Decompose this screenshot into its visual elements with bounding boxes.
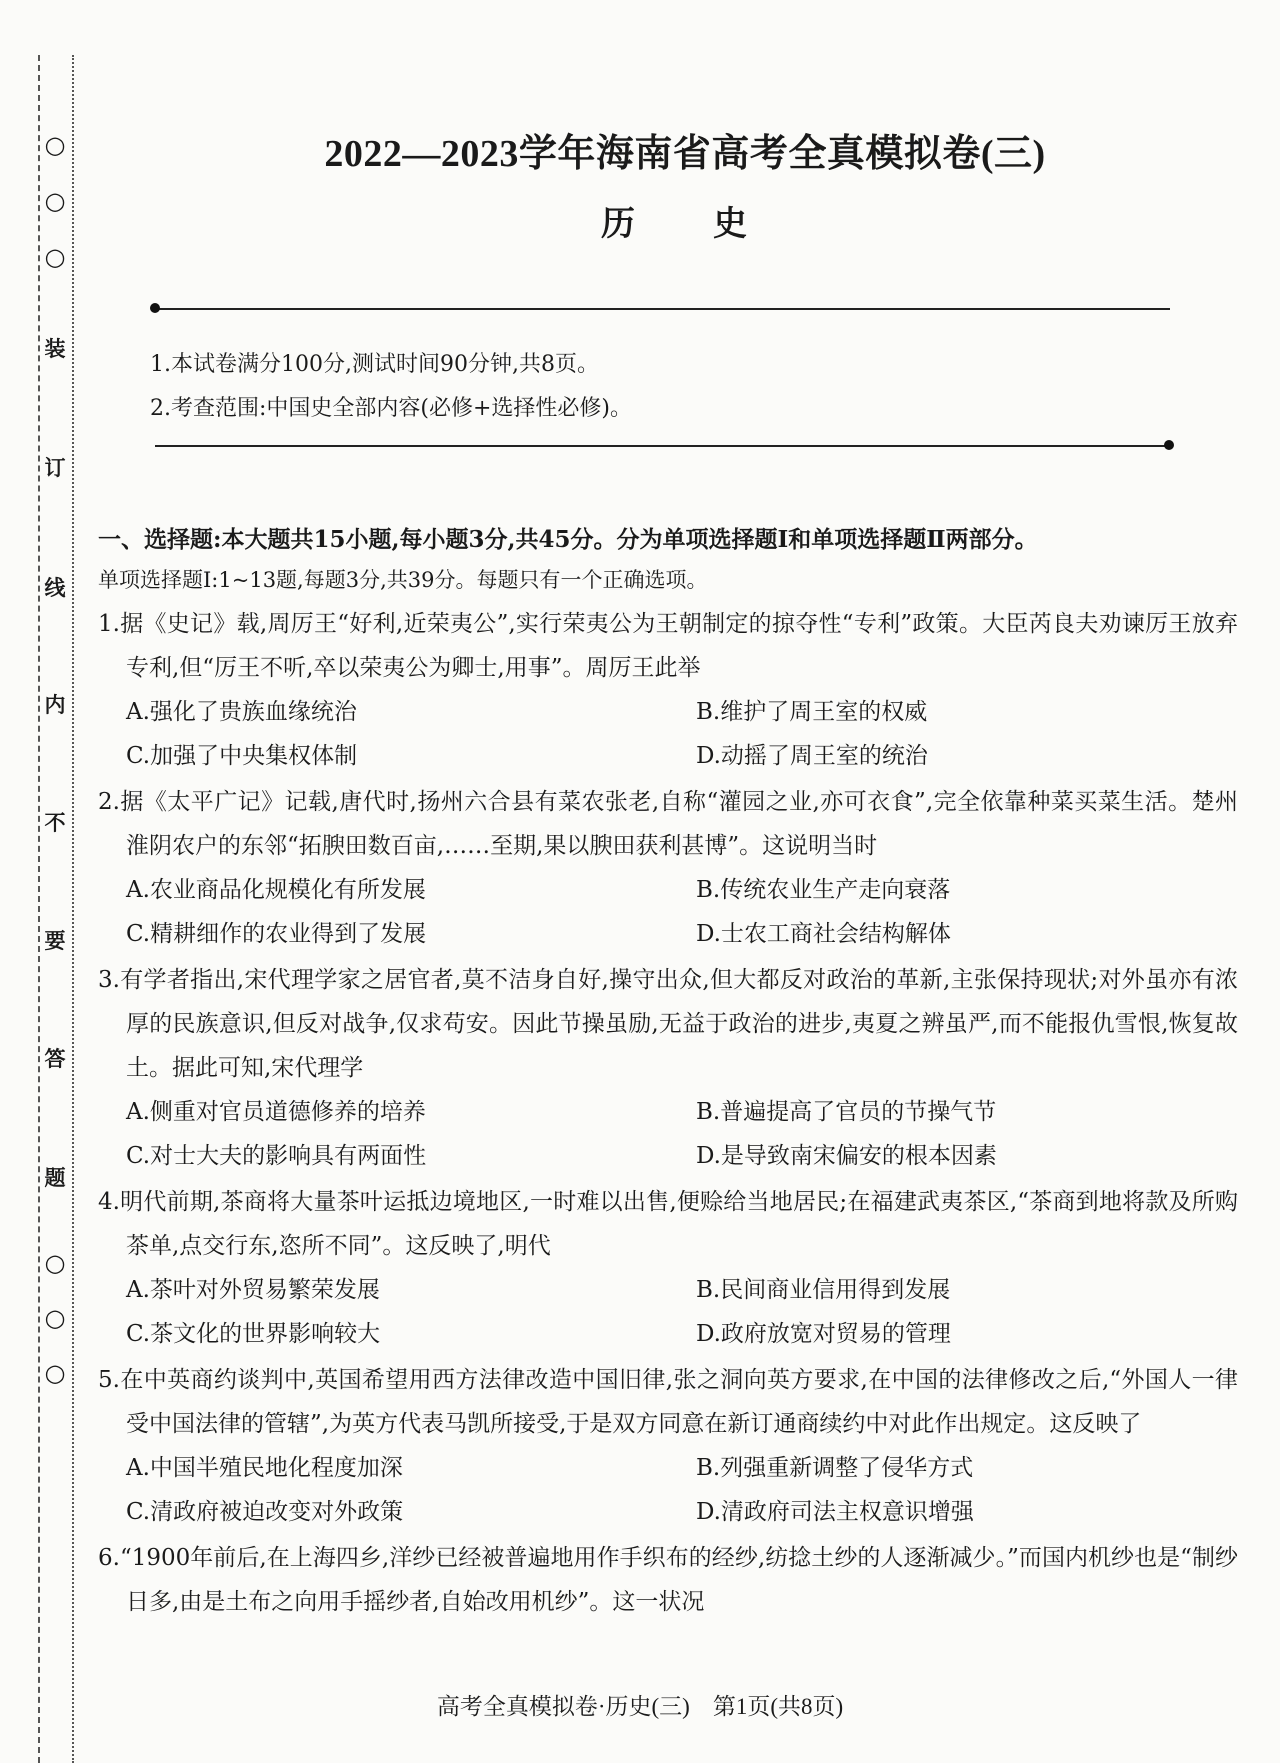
option-c: C.茶文化的世界影响较大 [126,1321,381,1347]
question-6 [98,1536,1238,1624]
divider-bottom [155,445,1170,447]
option-a: A.中国半殖民地化程度加深 [126,1455,403,1481]
binding-char: 订 [42,455,68,481]
question-options [98,1090,1238,1178]
question-stem: 2.据《太平广记》记载,唐代时,扬州六合县有菜农张老,自称“灌园之业,亦可衣食”,完全依靠种菜买菜生活。楚州淮阴农户的东邻“拓腴田数百亩,……至期,果以腴田获利甚博”。这说明当时 [98,789,1238,859]
binding-margin [0,0,92,1763]
option-b: B.列强重新调整了侵华方式 [696,1455,974,1481]
option-a: A.强化了贵族血缘统治 [126,699,357,725]
section-subheading: 单项选择题Ⅰ:1~13题,每题3分,共39分。每题只有一个正确选项。 [98,568,708,592]
option-d: D.政府放宽对贸易的管理 [696,1321,951,1347]
binding-circle: ○ [42,244,68,270]
question-options [98,1446,1238,1534]
binding-char: 答 [42,1046,68,1072]
binding-char: 线 [42,575,68,601]
question-options [98,690,1238,778]
question-stem: 6.“1900年前后,在上海四乡,洋纱已经被普遍地用作手织布的经纱,纺捻土纱的人逐渐减少。”而国内机纱也是“制纱日多,由是土布之向用手摇纱者,自始改用机纱”。这一状况 [98,1545,1238,1615]
option-d: D.士农工商社会结构解体 [696,921,951,947]
option-b: B.普遍提高了官员的节操气节 [696,1099,997,1125]
binding-char: 题 [42,1165,68,1191]
question-5 [98,1358,1238,1534]
binding-dotted-line [72,55,74,1763]
question-stem: 4.明代前期,茶商将大量茶叶运抵边境地区,一时难以出售,便赊给当地居民;在福建武夷茶区,“茶商到地将款及所购茶单,点交行东,恣所不同”。这反映了,明代 [98,1189,1238,1259]
option-a: A.侧重对官员道德修养的培养 [126,1099,426,1125]
question-options [98,868,1238,956]
binding-dashed-line [38,55,40,1763]
note-line: 1.本试卷满分100分,测试时间90分钟,共8页。 [150,352,599,377]
option-c: C.加强了中央集权体制 [126,743,358,769]
binding-circle: ○ [42,1250,68,1276]
option-a: A.农业商品化规模化有所发展 [126,877,426,903]
binding-circle: ○ [42,132,68,158]
exam-subject: 历 史 [601,204,769,244]
question-2 [98,780,1238,956]
option-d: D.是导致南宋偏安的根本因素 [696,1143,997,1169]
option-c: C.清政府被迫改变对外政策 [126,1499,404,1525]
option-a: A.茶叶对外贸易繁荣发展 [126,1277,380,1303]
option-b: B.传统农业生产走向衰落 [696,877,951,903]
binding-circle: ○ [42,1360,68,1386]
note-line: 2.考查范围:中国史全部内容(必修+选择性必修)。 [150,396,633,421]
question-options [98,1268,1238,1356]
page-footer: 高考全真模拟卷·历史(三) 第1页(共8页) [436,1694,844,1719]
question-stem: 3.有学者指出,宋代理学家之居官者,莫不洁身自好,操守出众,但大都反对政治的革新,主张保持现状;对外虽亦有浓厚的民族意识,但反对战争,仅求苟安。因此节操虽励,无益于政治的进步,夷夏之辨虽严,而不能报仇雪恨,恢复故土。据此可知,宋代理学 [98,967,1238,1081]
section-heading: 一、选择题:本大题共15小题,每小题3分,共45分。分为单项选择题Ⅰ和单项选择题Ⅱ两部分。 [98,526,1038,553]
option-d: D.清政府司法主权意识增强 [696,1499,974,1525]
binding-circle: ○ [42,1305,68,1331]
question-4 [98,1180,1238,1356]
question-stem: 1.据《史记》载,周厉王“好利,近荣夷公”,实行荣夷公为王朝制定的掠夺性“专利”政策。大臣芮良夫劝谏厉王放弃专利,但“厉王不听,卒以荣夷公为卿士,用事”。周厉王此举 [98,611,1238,681]
option-c: C.对士大夫的影响具有两面性 [126,1143,427,1169]
binding-circle: ○ [42,188,68,214]
exam-title: 2022—2023学年海南省高考全真模拟卷(三) [324,133,1046,175]
question-section [98,520,1238,1624]
divider-dot [1164,440,1174,450]
option-c: C.精耕细作的农业得到了发展 [126,921,427,947]
binding-char: 装 [42,336,68,362]
exam-notes [150,343,632,431]
question-1 [98,602,1238,778]
binding-char: 内 [42,692,68,718]
binding-char: 要 [42,928,68,954]
divider-top [155,308,1170,310]
option-d: D.动摇了周王室的统治 [696,743,928,769]
option-b: B.民间商业信用得到发展 [696,1277,951,1303]
question-stem: 5.在中英商约谈判中,英国希望用西方法律改造中国旧律,张之洞向英方要求,在中国的法律修改之后,“外国人一律受中国法律的管辖”,为英方代表马凯所接受,于是双方同意在新订通商续约中对此作出规定。这反映了 [98,1367,1238,1437]
divider-dot [150,303,160,313]
binding-char: 不 [42,810,68,836]
option-b: B.维护了周王室的权威 [696,699,928,725]
question-3 [98,958,1238,1178]
